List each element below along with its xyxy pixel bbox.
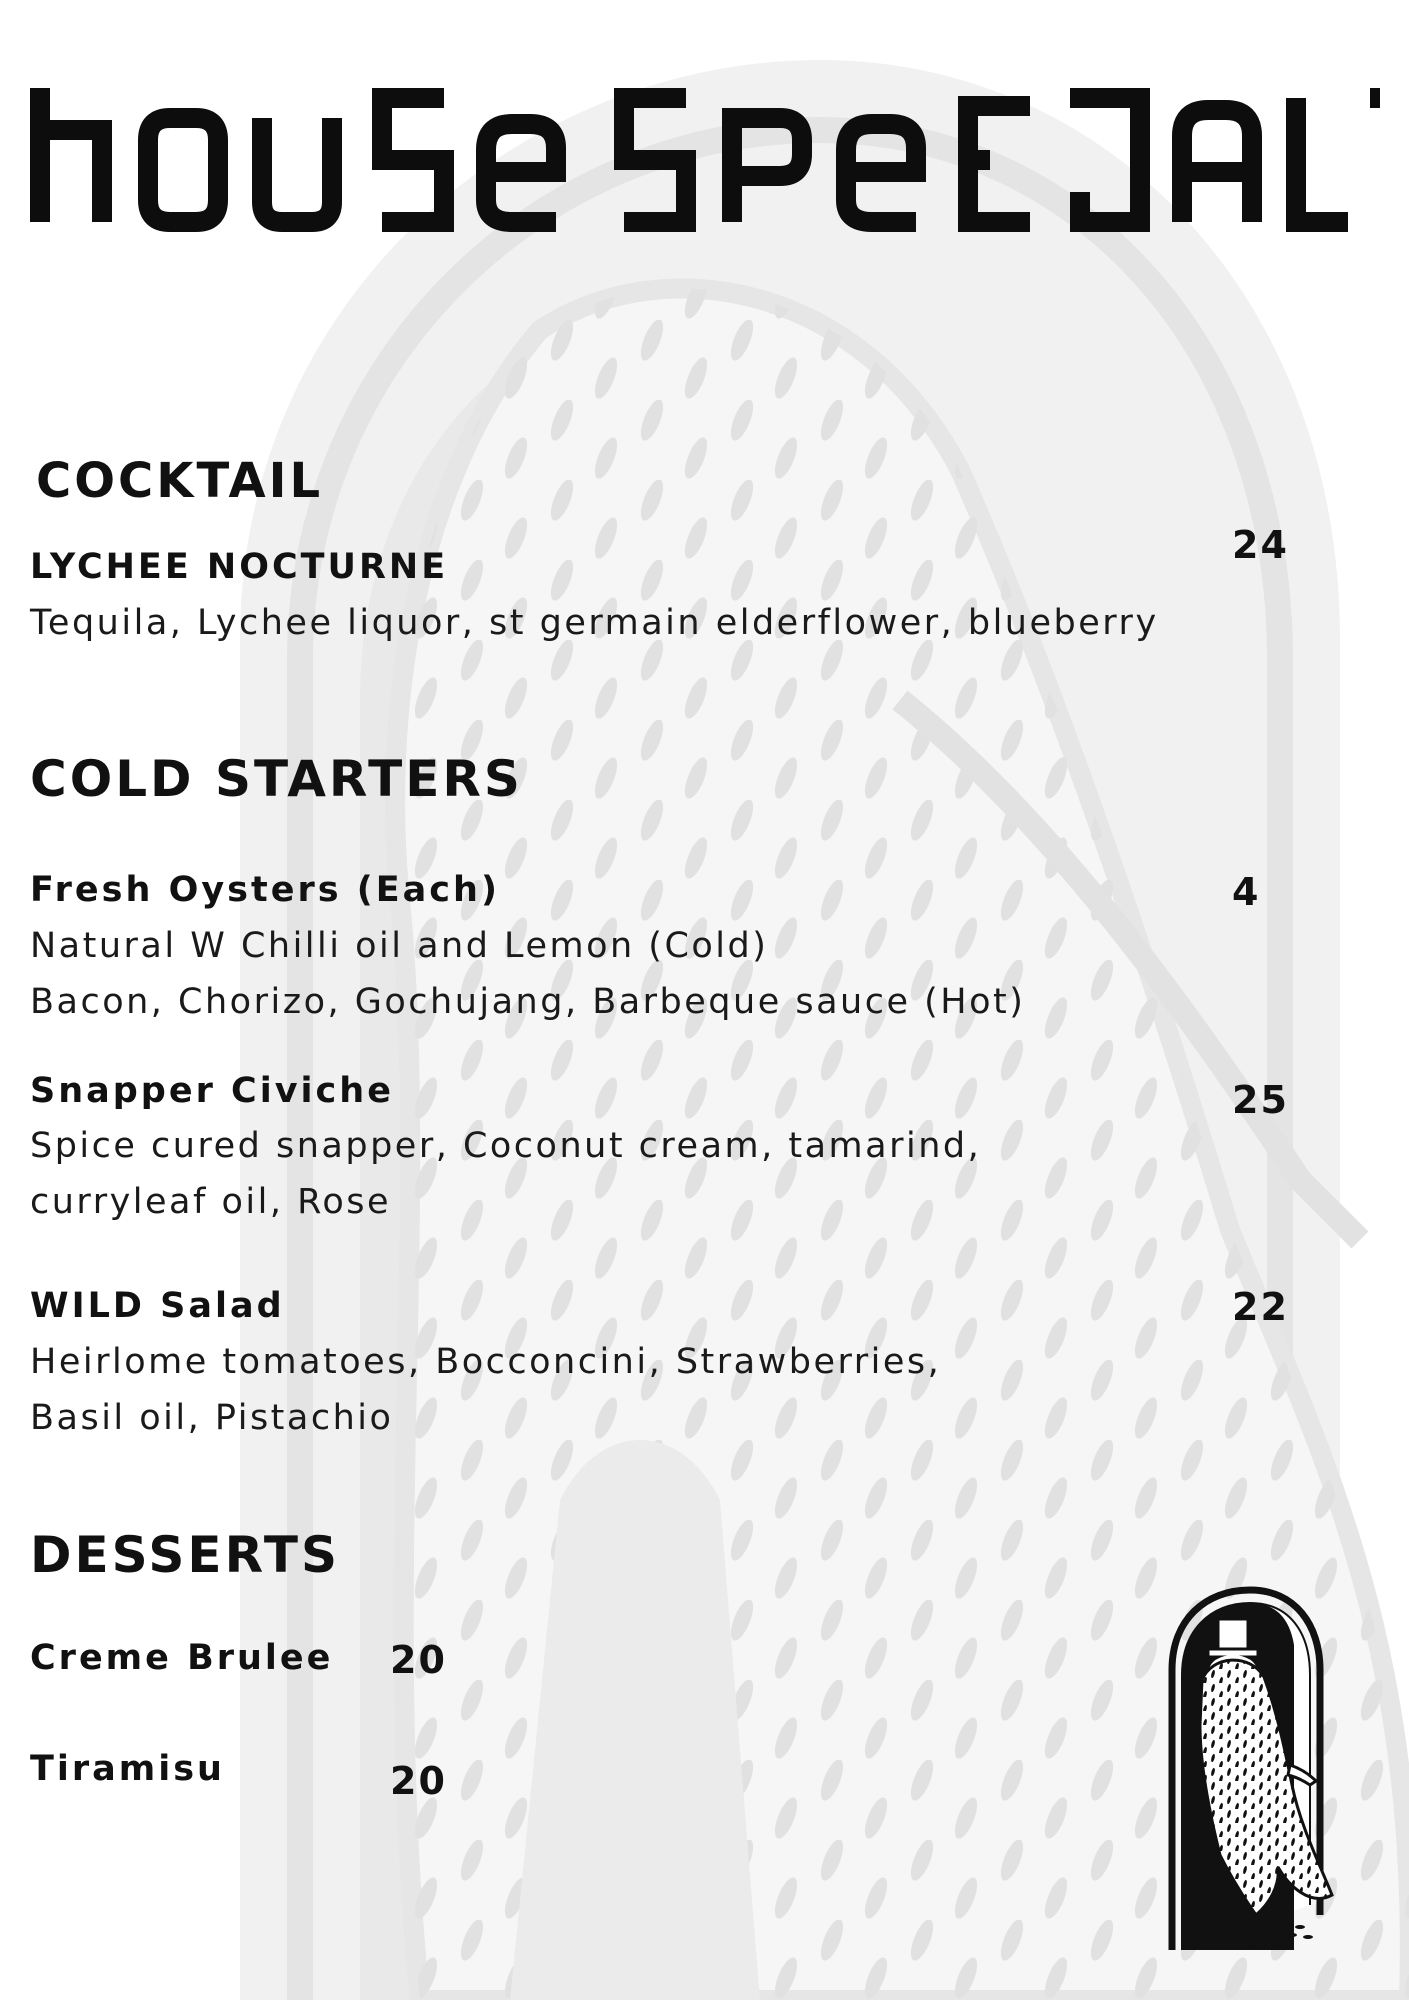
menu-title [30, 88, 1380, 238]
lychee-nocturne-name: LYCHEE NOCTURNE [30, 547, 449, 587]
snapper-civiche-price: 25 [1232, 1078, 1289, 1122]
cocktail-heading: COCKTAIL [36, 453, 324, 509]
fresh-oysters-price: 4 [1232, 870, 1261, 914]
fresh-oysters-name: Fresh Oysters (Each) [30, 870, 500, 910]
wild-salad-name: WILD Salad [30, 1286, 285, 1326]
tiramisu-price: 20 [390, 1759, 447, 1803]
fresh-oysters-description-line-1: Natural W Chilli oil and Lemon (Cold) [30, 926, 769, 966]
fresh-oysters-description-line-2: Bacon, Chorizo, Gochujang, Barbeque sauce (Hot) [30, 982, 1026, 1022]
creme-brulee-price: 20 [390, 1638, 447, 1682]
title-lettering [30, 88, 1380, 238]
wild-salad-price: 22 [1232, 1285, 1289, 1329]
top-hat-figure-logo-icon [1160, 1585, 1340, 1950]
wild-salad-description-line-2: Basil oil, Pistachio [30, 1398, 394, 1438]
snapper-civiche-description-line-2: curryleaf oil, Rose [30, 1182, 391, 1222]
cold-starters-heading: COLD STARTERS [30, 750, 523, 808]
desserts-heading: DESSERTS [30, 1526, 340, 1584]
lychee-nocturne-price: 24 [1232, 523, 1289, 567]
snapper-civiche-description-line-1: Spice cured snapper, Coconut cream, tamarind, [30, 1126, 982, 1166]
lychee-nocturne-description: Tequila, Lychee liquor, st germain elderflower, blueberry [30, 603, 1159, 643]
creme-brulee-name: Creme Brulee [30, 1638, 334, 1678]
tiramisu-name: Tiramisu [30, 1749, 225, 1789]
wild-salad-description-line-1: Heirlome tomatoes, Bocconcini, Strawberries, [30, 1342, 942, 1382]
snapper-civiche-name: Snapper Civiche [30, 1071, 394, 1111]
